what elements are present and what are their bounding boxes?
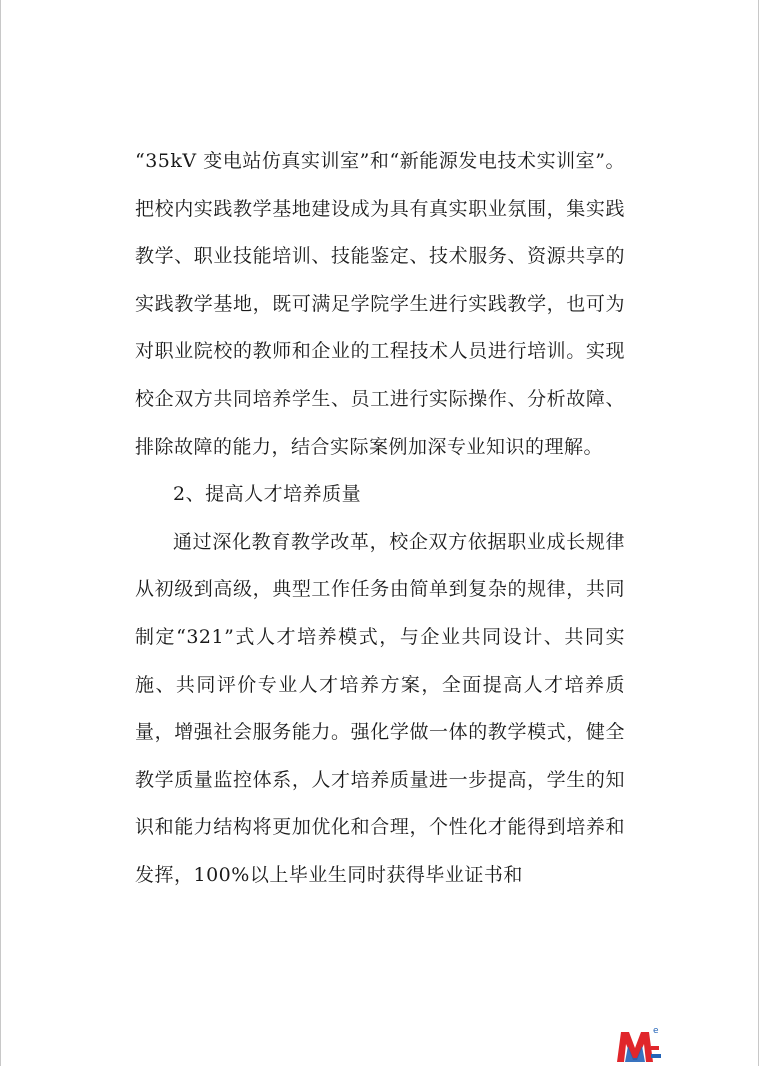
svg-text:e: e [653, 1026, 659, 1036]
section-heading-talent-quality: 2、提高人才培养质量 [173, 483, 362, 506]
paragraph-practice-base: “35kV 变电站仿真实训室”和“新能源发电技术实训室”。把校内实践教学基地建设成为具有真实职业氛围，集实践教学、职业技能培训、技能鉴定、技术服务、资源共享的实践教学基地，既可满足学院学生进行实践教学，也可为对职业院校的教师和企业的工程技术人员进行培训。实现校企双方共同培养学生、员工进行实际操作、分析故障、排除故障的能力，结合实际案例加深专业知识的理解。 [135, 150, 625, 458]
document-body [135, 138, 625, 900]
brand-logo-icon [615, 1024, 663, 1064]
paragraph-talent-quality: 通过深化教育教学改革，校企双方依据职业成长规律从初级到高级，典型工作任务由简单到复杂的规律，共同制定“321”式人才培养模式，与企业共同设计、共同实施、共同评价专业人才培养方案，全面提高人才培养质量，增强社会服务能力。强化学做一体的教学模式，健全教学质量监控体系，人才培养质量进一步提高，学生的知识和能力结构将更加优化和合理，个性化才能得到培养和发挥，100%以上毕业生同时获得毕业证书和 [135, 530, 625, 886]
